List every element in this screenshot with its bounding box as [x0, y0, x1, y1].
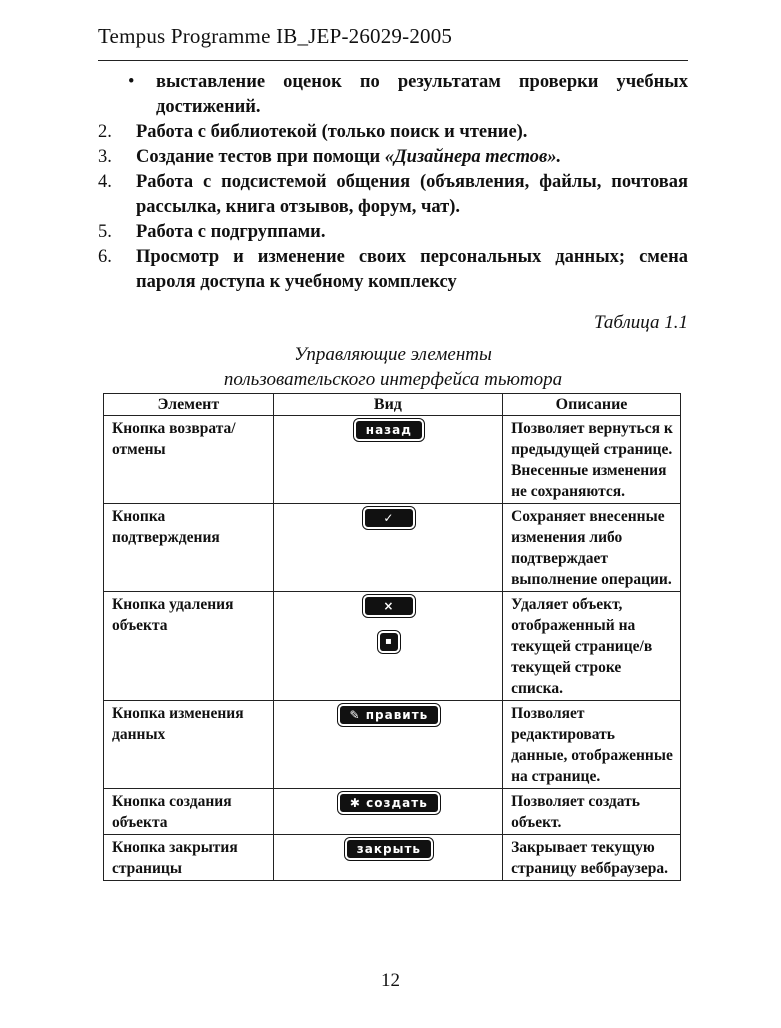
text-run: выставление оценок по результатам проверки учебных достижений. [156, 72, 688, 117]
view-cell [273, 835, 502, 881]
text-run: Работа с подсистемой общения (объявления, файлы, почтовая рассылка, книга отзывов, форум, чат). [136, 172, 688, 217]
page-number: 12 [381, 970, 400, 991]
view-cell [273, 416, 502, 504]
view-cell [273, 789, 502, 835]
element-cell: Кнопка подтверждения [104, 504, 274, 592]
column-header-view: Вид [273, 394, 502, 416]
button-preview-group [365, 506, 413, 530]
table-caption-line: пользовательского интерфейса тьютора [223, 369, 563, 390]
element-cell: Кнопка удаления объекта [104, 592, 274, 701]
table-caption [98, 342, 688, 392]
text-run: Работа с библиотекой (только поиск и чтение). [136, 122, 528, 142]
close-icon: закрыть [347, 840, 431, 858]
description-cell: Позволяет вернуться к предыдущей странице. Внесенные изменения не сохраняются. [503, 416, 681, 504]
list-marker: 5. [98, 222, 112, 242]
cross-icon: × [365, 597, 413, 615]
edit-icon: ✎ править [340, 706, 439, 724]
view-cell [273, 701, 502, 789]
tutor-capabilities-list [98, 70, 688, 295]
controls-table [103, 393, 681, 881]
table-row [104, 504, 681, 592]
description-cell: Сохраняет внесенные изменения либо подтверждает выполнение операции. [503, 504, 681, 592]
table-row [104, 416, 681, 504]
table-number: Таблица 1.1 [594, 312, 688, 333]
list-item-text [156, 70, 688, 120]
table-row [104, 789, 681, 835]
button-preview-group [356, 418, 422, 442]
view-cell [273, 592, 502, 701]
list-marker: 3. [98, 147, 112, 167]
table-row [104, 835, 681, 881]
list-item [98, 120, 688, 145]
description-cell: Позволяет редактировать данные, отображенные на странице. [503, 701, 681, 789]
element-cell: Кнопка изменения данных [104, 701, 274, 789]
description-cell: Закрывает текущую страницу веббраузера. [503, 835, 681, 881]
text-run: Работа с подгруппами. [136, 222, 326, 242]
list-marker: 4. [98, 172, 112, 192]
list-item [98, 220, 688, 245]
text-run: Просмотр и изменение своих персональных данных; смена пароля доступа к учебному комплексу [136, 247, 688, 292]
button-preview-group [340, 791, 438, 815]
checkmark-icon: ✓ [365, 509, 413, 527]
running-header: Tempus Programme IB_JEP-26029-2005 [98, 24, 453, 48]
button-preview-group [365, 594, 413, 654]
table-row [104, 701, 681, 789]
square-icon: ▪ [380, 633, 398, 651]
list-marker: 6. [98, 247, 112, 267]
list-item-text [136, 145, 688, 170]
table-caption-line: Управляющие элементы [294, 344, 492, 365]
list-item-text [136, 245, 688, 295]
emphasized-text: «Дизайнера тестов». [384, 147, 562, 167]
button-preview-group [340, 703, 439, 727]
list-marker: • [128, 72, 135, 92]
button-preview-group [347, 837, 431, 861]
list-item [98, 145, 688, 170]
header-divider [98, 60, 688, 61]
list-item-text [136, 170, 688, 220]
list-item-text [136, 120, 688, 145]
list-marker: 2. [98, 122, 112, 142]
description-cell: Позволяет создать объект. [503, 789, 681, 835]
list-item [98, 70, 688, 120]
element-cell: Кнопка закрытия страницы [104, 835, 274, 881]
view-cell [273, 504, 502, 592]
column-header-description: Описание [503, 394, 681, 416]
list-item [98, 245, 688, 295]
column-header-element: Элемент [104, 394, 274, 416]
table-header-row [104, 394, 681, 416]
list-item [98, 170, 688, 220]
element-cell: Кнопка создания объекта [104, 789, 274, 835]
asterisk-icon: ✱ создать [340, 794, 438, 812]
back-icon: назад [356, 421, 422, 439]
text-run: Создание тестов при помощи [136, 147, 385, 167]
list-item-text [136, 220, 688, 245]
element-cell: Кнопка возврата/отмены [104, 416, 274, 504]
description-cell: Удаляет объект, отображенный на текущей странице/в текущей строке списка. [503, 592, 681, 701]
table-row [104, 592, 681, 701]
